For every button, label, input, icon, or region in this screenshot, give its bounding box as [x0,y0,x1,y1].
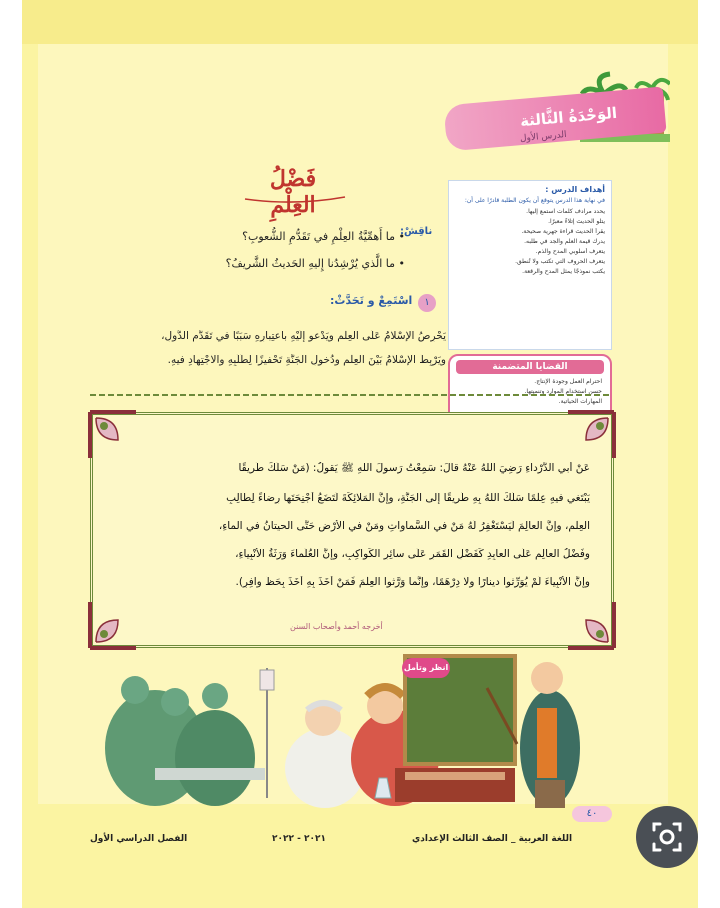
goal-item: يقرأ الحديث قراءة جهرية صحيحة. [521,228,605,235]
science-illustration [95,648,615,808]
goals-title: أهداف الدرس : [545,185,605,194]
discussion-question-2: • ما الَّذي يُرْشِدُنا إِليهِ الحَديثُ الشَّريفُ؟ [225,257,405,270]
discuss-label: ناقِشْ: [400,226,433,237]
ornamental-divider [90,391,610,399]
discussion-question-1: • ما أَهمِّيَّةُ العِلْمِ في تَقَدُّمِ الشُّعوبِ؟ [242,230,405,243]
intro-paragraph-line-1: يَحْرِصُ الإسْلامُ عَلَى العِلْمِ ويَدْعو إِلَيْهِ باعتِبارِهِ سَبَبًا في تَقَدُّمِ الدُّولِ، [161,330,446,342]
corner-ornament-top-left [88,410,138,460]
intro-paragraph-line-2: ويَرْبِطُ الإسْلامُ بَيْنَ العِلْمِ ودُخولِ الجَنَّةِ تَحْفيزًا لِطَلَبِهِ والاجْتِهادِ فيهِ. [167,354,446,366]
lens-button[interactable] [636,806,698,868]
corner-ornament-bottom-right [566,600,616,650]
hadith-line-2: يَبْتَغي فيهِ عِلْمًا سَلَكَ اللهُ بِهِ طَريقًا إِلى الجَنَّةِ، وإِنَّ المَلائِكَةَ لَتَضَعُ أَجْنِحَتَها رِضاءً لِطالِبِ [226,492,590,504]
hadith-source: أخرجه أحمد وأصحاب السنن [290,622,383,631]
goal-item: يتعرف الحروف التي تكتب ولا تُنطق. [515,258,605,265]
footer-subject: اللغة العربية _ الصف الثالث الإعدادي [412,834,573,844]
hadith-line-5: وإِنَّ الأَنْبِياءَ لَمْ يُوَرِّثوا دينارًا ولا دِرْهَمًا، وإِنَّما وَرَّثوا العِلْمَ فَمَنْ أَخَذَ بِهِ أَخَذَ بِحَظٍّ وافِرٍ). [235,576,590,588]
goal-item: يكتب نموذجًا يمثل المدح والرقعة. [522,268,605,275]
corner-ornament-top-right [566,410,616,460]
lesson-title: فَضْلُ العِلْمِ [269,166,317,218]
lesson-goals-box [448,180,612,350]
section-number-badge: ١ [418,294,436,312]
look-and-reflect-badge: انظر وتأمل [402,658,450,678]
listen-speak-label: اسْتَمِعْ و تَحَدَّثْ: [330,294,413,307]
corner-ornament-bottom-left [88,600,138,650]
goal-item: يحدد مرادف كلمات استمع إليها. [526,208,605,215]
hadith-line-4: وفَضْلُ العالِمِ عَلَى العابِدِ كَفَضْلِ القَمَرِ عَلَى سائِرِ الكَواكِبِ، وإِنَّ العُلَماءَ وَرَثَةُ الأَنْبِياءِ، [235,548,590,560]
goal-item: يتعرف أسلوبي المدح والذم. [535,248,605,255]
page-number: ٤٠ [572,806,612,822]
issues-title: القضايا المتضمنة [456,360,604,374]
hadith-line-1: عَنْ أَبي الدَّرْداءِ رَضِيَ اللهُ عَنْهُ قالَ: سَمِعْتُ رَسولَ اللهِ ﷺ يَقولُ: (مَنْ سَلَكَ طَريقًا [238,462,590,474]
footer-year: ٢٠٢١ - ٢٠٢٢ [272,834,326,844]
lens-icon [636,806,698,868]
footer-term: الفصل الدراسي الأول [90,834,188,844]
title-swash-decoration [240,194,350,204]
goal-item: يتلو الحديث إتلاءً معبرًا. [548,218,605,225]
goal-item: يدرك قيمة العلم والجد في طلبه. [524,238,605,245]
top-band [22,0,698,44]
goals-intro: في نهاية هذا الدرس يتوقع أن يكون الطلبة قادرًا على أن: [464,197,605,204]
issue-item: المهارات الحياتية. [558,398,602,405]
hadith-line-3: العِلْمِ، وإِنَّ العالِمَ لَيَسْتَغْفِرُ لَهُ مَنْ في السَّماواتِ ومَنْ في الأَرْضِ حَتَّى الحيتانُ في الماءِ، [218,520,590,532]
unit-title: الوَحْدَةُ الثَّالثة [519,103,618,131]
unit-lesson-label: الدرس الأول [519,129,568,145]
issue-item: حسن استخدام الموارد وتنميتها. [524,388,602,395]
issue-item: احترام العمل وجودة الإنتاج. [534,378,602,385]
